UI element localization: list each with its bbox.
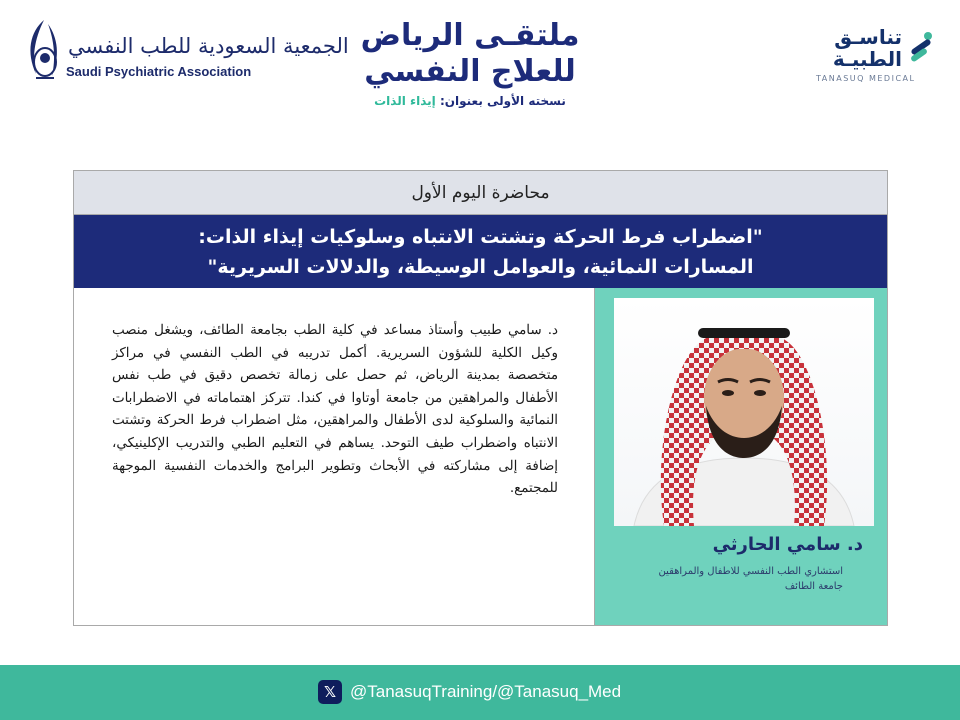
social-handles[interactable] (318, 680, 621, 704)
event-title-line2: للعلاج النفسي (364, 54, 576, 89)
event-title-line1: ملتقـى الرياض (360, 18, 580, 53)
tanasuq-logo (792, 26, 942, 86)
tanasuq-mark-icon (906, 30, 936, 64)
event-title (340, 18, 600, 108)
lecture-title-line2: المسارات النمائية، والعوامل الوسيطة، والدلالات السريرية" (207, 255, 754, 278)
x-icon: 𝕏 (318, 680, 342, 704)
speaker-photo (614, 298, 874, 526)
spa-logo (22, 18, 349, 88)
speaker-name: د. سامي الحارثي (712, 534, 863, 555)
spa-emblem-icon (22, 18, 68, 88)
speaker-bio: د. سامي طبيب وأستاذ مساعد في كلية الطب بجامعة الطائف، ويشغل منصب وكيل الكلية للشؤون السريرية. أكمل تدريبه في الطب النفسي في مراكز متخصصة بمدينة الرياض، ثم حصل على زمالة تخصص دقيق في طب نفس الأطفال والمراهقين من جامعة أوتاوا في كندا. تتركز اهتماماته في الاضطرابات النمائية والسلوكية لدى الأطفال والمراهقين، مثل اضطراب فرط الحركة وتشتت الانتباه واضطراب طيف التوحد. يساهم في التعليم الطبي والتدريب الإكلينيكي، إضافة إلى مشاركته في الأبحاث وتطوير البرامج والخدمات النفسية الموجهة للمجتمع. (112, 323, 558, 497)
spa-name-en: Saudi Psychiatric Association (66, 64, 252, 79)
speaker-institution: جامعة الطائف (784, 581, 843, 592)
day-label: محاضرة اليوم الأول (411, 182, 550, 203)
lecture-title-line1: "اضطراب فرط الحركة وتشتت الانتباه وسلوكيات إيذاء الذات: (198, 225, 763, 248)
bio-cell (74, 288, 594, 625)
speaker-role: استشاري الطب النفسي للاطفال والمراهقين (658, 566, 843, 577)
speaker-panel (595, 288, 887, 625)
event-subtitle-prefix: نسخته الأولى بعنوان: (439, 94, 566, 108)
social-handles-text: @TanasuqTraining/@Tanasuq_Med (350, 682, 622, 701)
day-label-row (74, 171, 887, 215)
event-subtitle (340, 94, 600, 108)
tanasuq-name-ar-line1: تناسـق (834, 25, 902, 49)
tanasuq-name-en: TANASUQ MEDICAL (816, 74, 916, 83)
lecture-title-row (74, 215, 887, 288)
speaker-credentials (595, 564, 843, 594)
spa-name-ar: الجمعية السعودية للطب النفسي (68, 34, 349, 58)
tanasuq-name-ar-line2: الطبيـة (832, 47, 902, 71)
footer-bar (0, 665, 960, 720)
speaker-portrait-icon (614, 298, 874, 526)
tanasuq-name-ar (833, 26, 902, 70)
lecture-card (73, 170, 888, 626)
event-subtitle-highlight: إيذاء الذات (374, 94, 436, 108)
